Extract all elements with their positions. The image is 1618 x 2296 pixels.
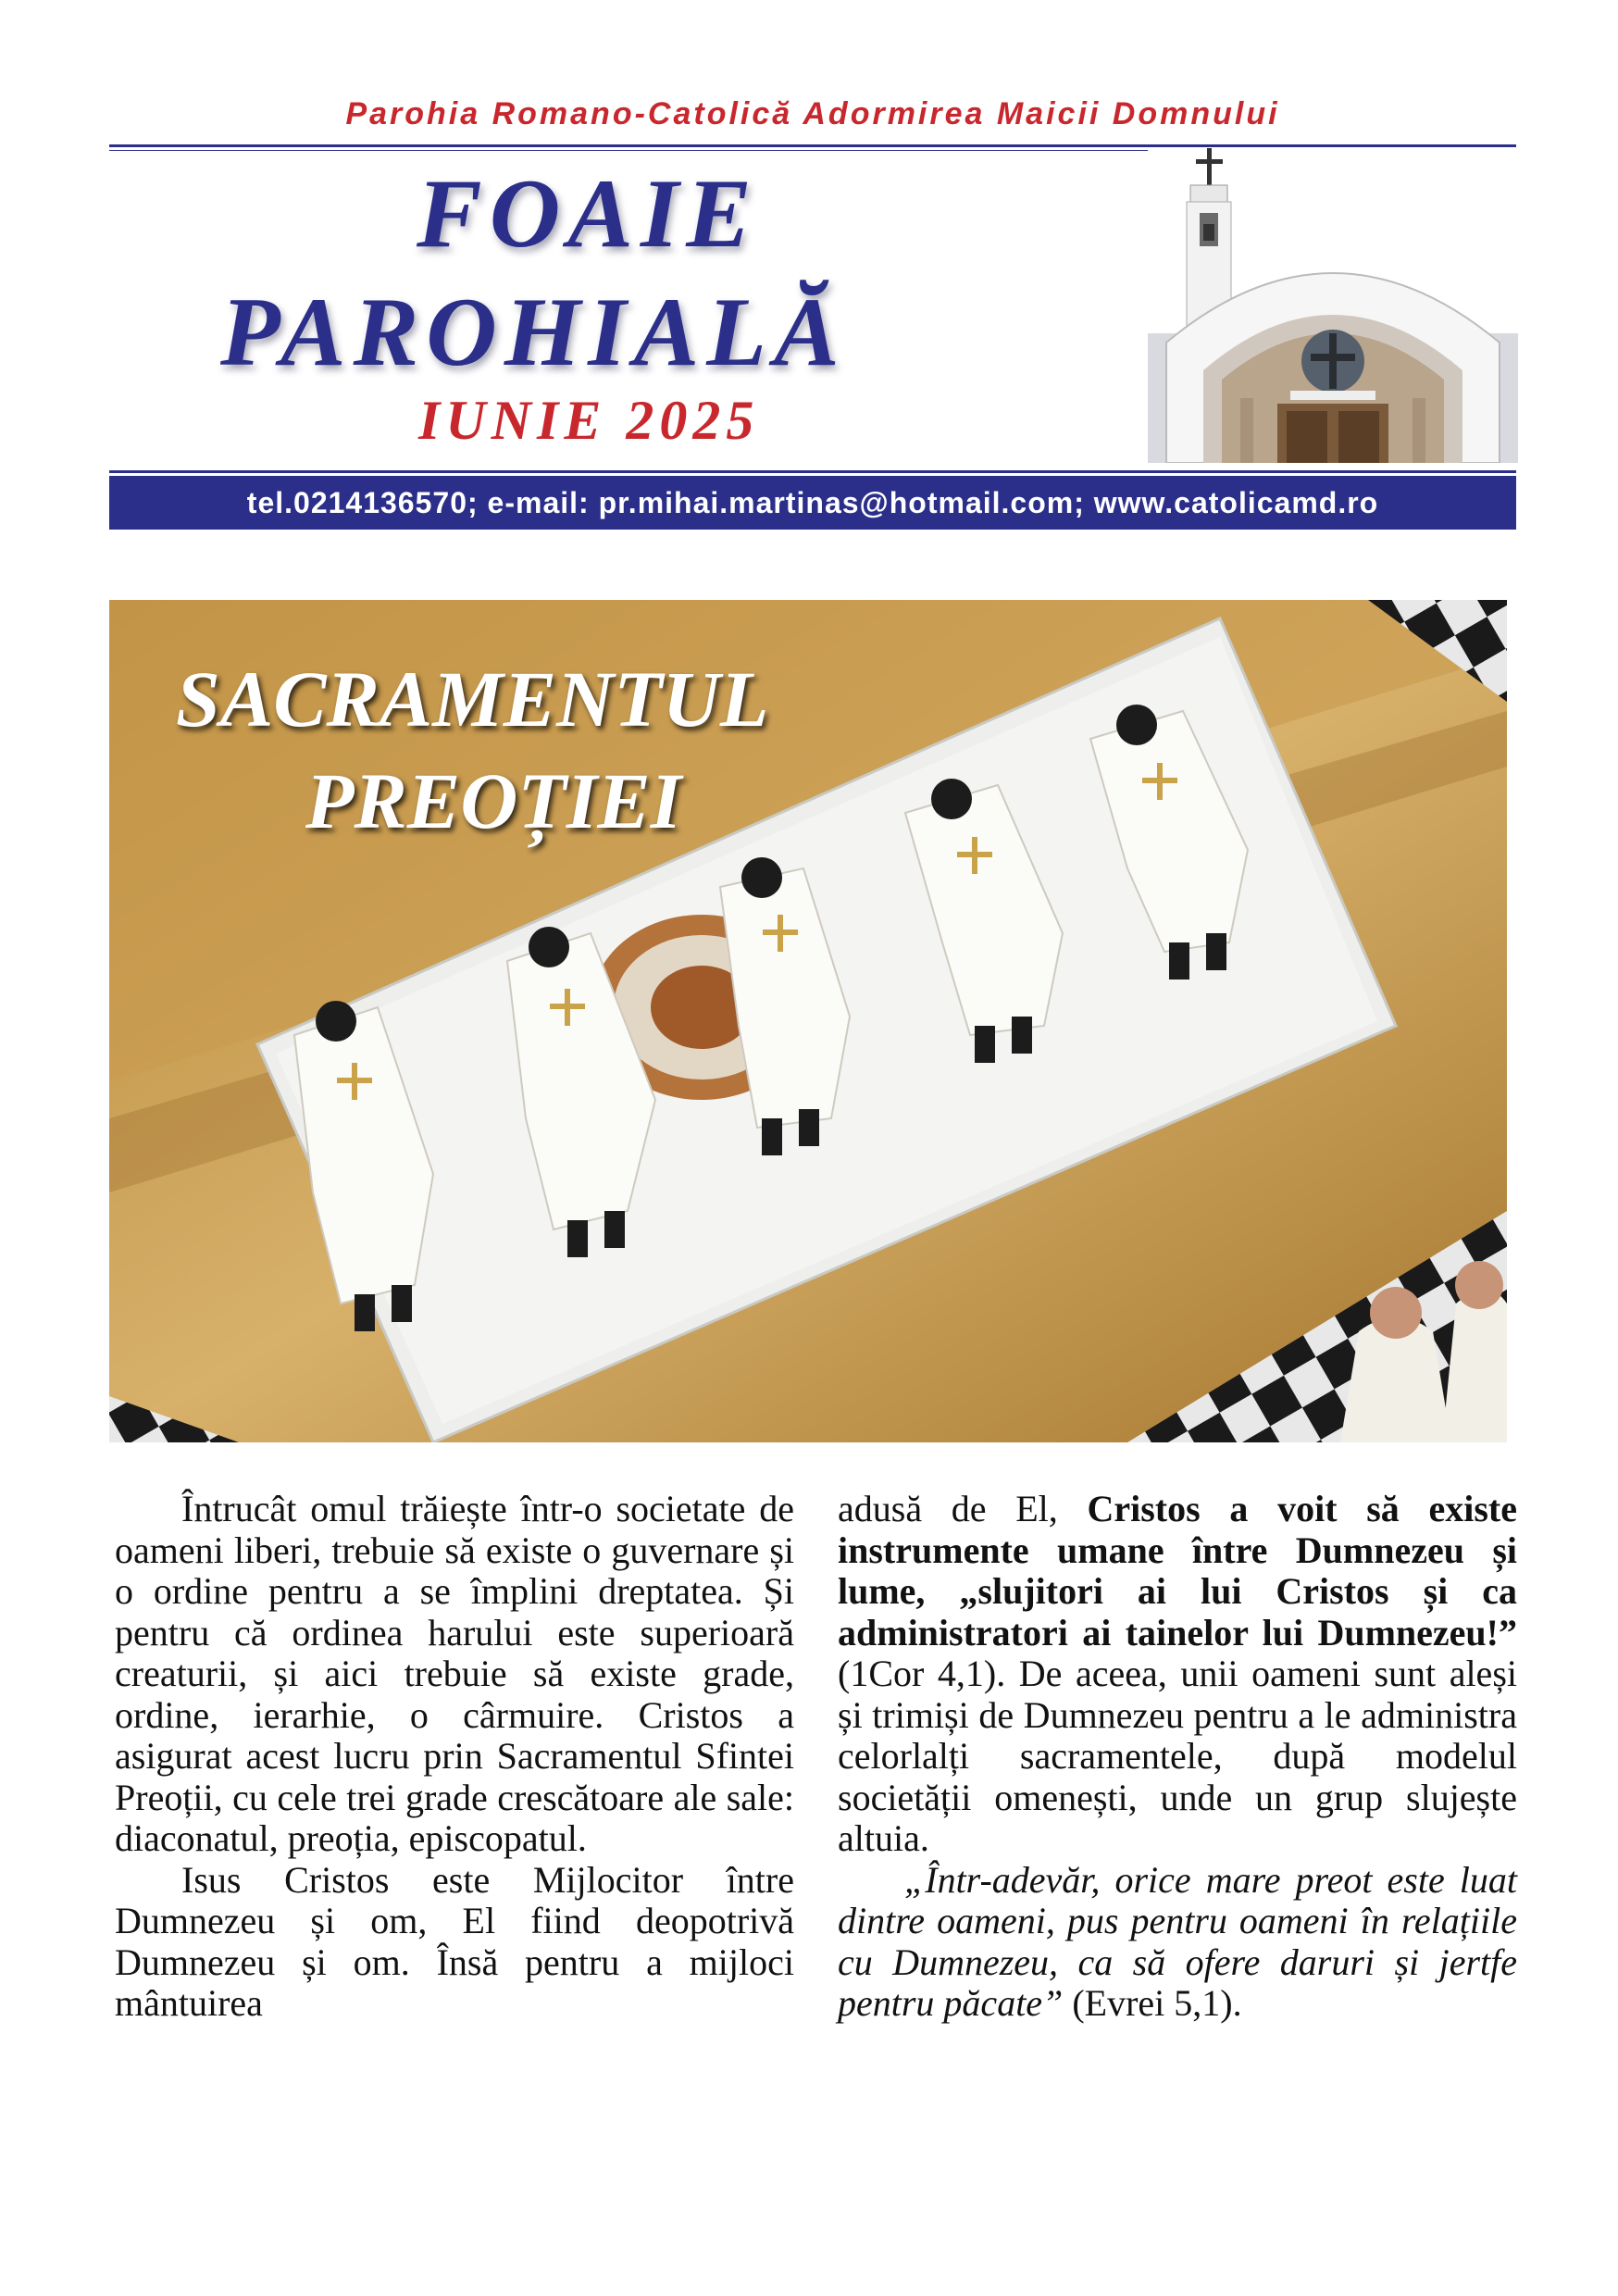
bold-quote: Cristos a voit să existe instrumente umane între Dumnezeu și lume, „slujitori ai lui Cristos și ca administratori ai tainelor lui Dumnezeu!” — [838, 1488, 1518, 1653]
feature-title-line2: PREOȚIEI — [305, 756, 682, 845]
feature-title-line1: SACRAMENTUL — [176, 655, 769, 743]
parish-name: Parohia Romano-Catolică Adormirea Maicii Domnului — [345, 96, 1280, 131]
contact-bar — [109, 476, 1516, 530]
feature-title — [176, 648, 768, 852]
citation: (Evrei 5,1). — [1063, 1982, 1242, 2024]
contact-info: tel.0214136570; e-mail: pr.mihai.martinas@hotmail.com; www.catolicamd.ro — [246, 486, 1379, 519]
paragraph-text: (1Cor 4,1). De aceea, unii oameni sunt aleși și trimiși de Dumnezeu pentru a le administra celorlalți sacramentele, după modelul societății omenești, unde un grup slujește altuia. — [838, 1653, 1517, 1859]
article-paragraph — [838, 1860, 1517, 2025]
issue-date: IUNIE 2025 — [418, 390, 760, 451]
church-image — [1148, 148, 1518, 463]
newsletter-title-line2: PAROHIALĂ — [220, 278, 847, 386]
article-paragraph: Întrucât omul trăiește într-o societate de oameni liberi, trebuie să existe o guvernare și o ordine pentru a se împlini dreptatea. Și pentru că ordinea harului este superioară creaturii, și aici trebuie să existe grade, ordine, ierarhie, o cârmuire. Cristos a asigurat acest lucru prin Sacramentul Sfintei Preoții, cu cele trei grade crescătoare ale sale: diaconatul, preoția, episcopatul. — [115, 1488, 794, 1859]
article-paragraph: Isus Cristos este Mijlocitor între Dumnezeu și om, El fiind deopotrivă Dumnezeu și om. Însă pentru a mijloci mântuirea — [115, 1858, 794, 2024]
article-paragraph — [838, 1489, 1517, 1860]
article-column-left — [115, 1489, 794, 2025]
newsletter-title-line1: FOAIE — [417, 159, 759, 268]
header-rule — [109, 144, 1516, 147]
paragraph-text: adusă de El, — [838, 1488, 1088, 1529]
italic-quote: „Într-adevăr, orice mare preot este luat dintre oameni, pus pentru oameni în relațiile cu Dumnezeu, ca să ofere daruri și jertfe pentru păcate” — [838, 1858, 1517, 2024]
article-column-right — [838, 1489, 1517, 2025]
